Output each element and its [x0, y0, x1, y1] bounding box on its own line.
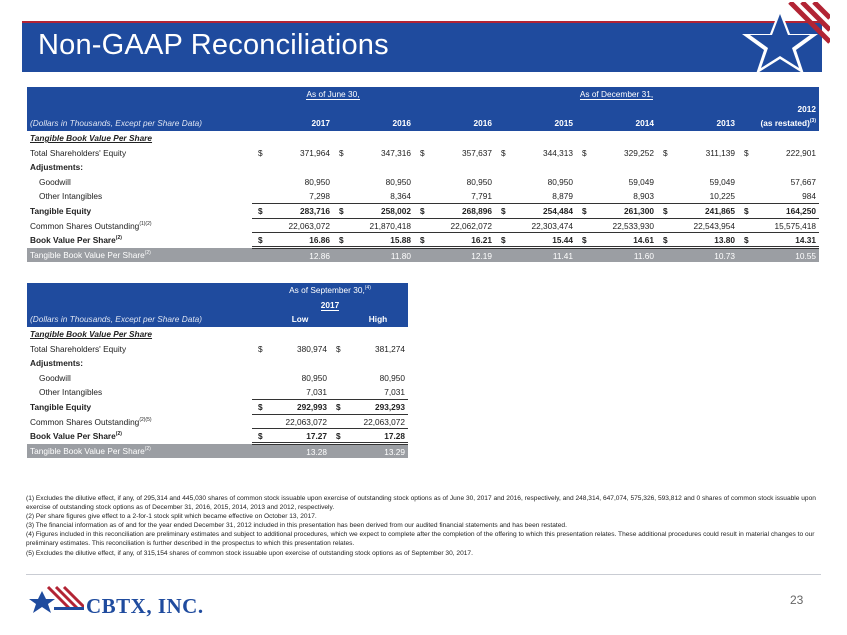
table-row	[27, 175, 819, 190]
currency-symbol	[333, 218, 351, 233]
footer-divider	[26, 574, 821, 575]
footnote: (4) Figures included in this reconciliation are preliminary estimates and subject to additional procedures, which we expect to complete after the completion of the offering to which this presentation relates. These additional procedures could result in material changes to our preliminary estimates. This reconciliation is further described in the prospectus to which this presentation relates.	[26, 531, 815, 548]
cell-value: 80,950	[547, 176, 573, 187]
cell-value: 311,139	[705, 147, 735, 158]
cell-value: 17.27	[270, 429, 330, 444]
currency-symbol: $	[252, 204, 270, 219]
cell-value: 292,993	[270, 400, 330, 415]
row-label: Total Shareholders' Equity	[30, 343, 127, 354]
currency-symbol: $	[582, 147, 587, 158]
cell-value: 10.73	[675, 248, 738, 263]
currency-symbol	[333, 189, 351, 204]
row-label: Other Intangibles	[39, 191, 103, 202]
cell-value: 380,974	[297, 343, 327, 354]
currency-symbol: $	[333, 233, 351, 248]
cell-value: 80,950	[304, 176, 330, 187]
currency-symbol	[657, 189, 675, 204]
currency-symbol	[576, 218, 594, 233]
cell-value: 22,063,072	[348, 414, 408, 429]
col-header-high: High	[348, 312, 408, 327]
table-september	[27, 283, 408, 458]
currency-symbol	[330, 444, 348, 459]
col-header: 2017	[270, 116, 333, 131]
cell-value: 80,950	[385, 176, 411, 187]
col-header: 2016	[432, 116, 495, 131]
table-row	[27, 414, 408, 429]
group-header-september: As of September 30,$^{(4)}$	[289, 285, 371, 296]
cell-value: 80,950	[379, 372, 405, 383]
currency-symbol: $	[333, 204, 351, 219]
currency-symbol	[414, 248, 432, 263]
col-header-2012: 2012	[756, 102, 819, 117]
footnote: (1) Excludes the dilutive effect, if any, of 295,314 and 445,030 shares of common stock issuable upon exercise of outstanding stock options as of June 30, 2017 and 2016, respectively, and 248,314, 647,074, 575,326, 593,812 and 0 shares of common stock issuable upon exercise of outstanding stock options as of December 31, 2016, 2015, 2014, 2013 and 2012, respectively.	[26, 495, 816, 512]
cell-value: 268,896	[432, 204, 495, 219]
table-row	[27, 145, 819, 160]
table-row	[27, 218, 819, 233]
row-label: Total Shareholders' Equity	[30, 147, 127, 158]
cell-value: 80,950	[466, 176, 492, 187]
row-label: Tangible Equity	[30, 402, 92, 413]
cell-value: 22,063,072	[270, 218, 333, 233]
row-label: Adjustments:	[30, 162, 84, 173]
cell-value: 14.31	[756, 233, 819, 248]
currency-symbol	[414, 189, 432, 204]
currency-symbol	[252, 385, 270, 400]
cell-value: 22,062,072	[432, 218, 495, 233]
cell-value: 984	[756, 189, 819, 204]
cell-value: 7,031	[270, 385, 330, 400]
cell-value: 10.55	[756, 248, 819, 263]
cbtx-logo-icon	[28, 585, 84, 615]
cell-value: 283,716	[270, 204, 333, 219]
table-june-december	[27, 87, 819, 262]
currency-symbol: $	[663, 147, 668, 158]
col-header-year: 2017	[320, 299, 340, 310]
currency-symbol: $	[258, 147, 263, 158]
currency-symbol: $	[336, 343, 341, 354]
cell-value: 8,364	[351, 189, 414, 204]
cell-value: 14.61	[594, 233, 657, 248]
currency-symbol	[738, 218, 756, 233]
row-label: Tangible Book Value Per Share$^{(2)}$	[27, 248, 252, 263]
currency-symbol	[576, 189, 594, 204]
currency-symbol: $	[252, 233, 270, 248]
cell-value: 22,543,954	[675, 218, 738, 233]
cell-value: 357,637	[462, 147, 492, 158]
table-row	[27, 233, 819, 248]
col-header-restated: (as restated)$^{(3)}$	[756, 116, 819, 131]
unit-label: (Dollars in Thousands, Except per Share Data)	[27, 312, 252, 327]
footnote: (5) Excludes the dilutive effect, if any, of 315,154 shares of common stock issuable upon exercise of outstanding stock options as of September 30, 2017.	[26, 549, 473, 557]
currency-symbol	[333, 248, 351, 263]
cell-value: 12.86	[270, 248, 333, 263]
footnotes	[26, 494, 826, 558]
row-label: Other Intangibles	[39, 387, 103, 398]
row-label: Goodwill	[39, 176, 71, 187]
currency-symbol: $	[738, 233, 756, 248]
cell-value: 371,964	[300, 147, 330, 158]
currency-symbol	[252, 175, 270, 190]
currency-symbol	[576, 175, 594, 190]
currency-symbol	[252, 414, 270, 429]
table-row	[27, 356, 408, 371]
row-label: Tangible Equity	[30, 206, 92, 217]
cell-value: 254,484	[513, 204, 576, 219]
currency-symbol	[333, 175, 351, 190]
slide-header	[0, 0, 847, 77]
currency-symbol	[330, 385, 348, 400]
cell-value: 13.29	[348, 444, 408, 459]
cell-value: 222,901	[786, 147, 816, 158]
col-header: 2016	[351, 116, 414, 131]
cell-value: 7,791	[432, 189, 495, 204]
cell-value: 329,252	[624, 147, 654, 158]
cell-value: 293,293	[348, 400, 408, 415]
cell-value: 59,049	[628, 176, 654, 187]
cell-value: 16.86	[270, 233, 333, 248]
table-row	[27, 248, 819, 263]
currency-symbol	[738, 175, 756, 190]
col-header-low: Low	[270, 312, 330, 327]
cell-value: 12.19	[432, 248, 495, 263]
cell-value: 258,002	[351, 204, 414, 219]
col-header: 2014	[594, 116, 657, 131]
cell-value: 16.21	[432, 233, 495, 248]
currency-symbol: $	[657, 233, 675, 248]
cell-value: 57,667	[790, 176, 816, 187]
currency-symbol: $	[501, 147, 506, 158]
cell-value: 80,950	[301, 372, 327, 383]
col-header: 2015	[513, 116, 576, 131]
cell-value: 13.80	[675, 233, 738, 248]
currency-symbol: $	[258, 343, 263, 354]
cell-value: 381,274	[375, 343, 405, 354]
cell-value: 8,903	[594, 189, 657, 204]
group-header-december: As of December 31,	[579, 89, 654, 100]
currency-symbol	[414, 218, 432, 233]
table-row	[27, 444, 408, 459]
currency-symbol	[252, 189, 270, 204]
cell-value: 15.44	[513, 233, 576, 248]
cell-value: 11.80	[351, 248, 414, 263]
currency-symbol	[495, 175, 513, 190]
cell-value: 59,049	[709, 176, 735, 187]
table-row	[27, 204, 819, 219]
group-header-june: As of June 30,	[306, 89, 360, 100]
cell-value: 15.88	[351, 233, 414, 248]
cell-value: 7,298	[270, 189, 333, 204]
table-row	[27, 400, 408, 415]
col-header: 2013	[675, 116, 738, 131]
unit-label: (Dollars in Thousands, Except per Share Data)	[27, 116, 252, 131]
cell-value: 11.41	[513, 248, 576, 263]
row-label: Tangible Book Value Per Share$^{(2)}$	[27, 444, 252, 459]
currency-symbol	[252, 248, 270, 263]
cell-value: 7,031	[348, 385, 408, 400]
star-logo-icon	[720, 2, 830, 76]
currency-symbol: $	[657, 204, 675, 219]
currency-symbol	[495, 218, 513, 233]
currency-symbol: $	[414, 204, 432, 219]
currency-symbol: $	[339, 147, 344, 158]
table-row	[27, 385, 408, 400]
table-row	[27, 429, 408, 444]
currency-symbol	[738, 189, 756, 204]
table-row	[27, 371, 408, 386]
row-label: Adjustments:	[30, 358, 84, 369]
row-label: Book Value Per Share$^{(2)}$	[30, 431, 122, 442]
currency-symbol: $	[576, 204, 594, 219]
cell-value: 344,313	[543, 147, 573, 158]
cell-value: 241,865	[675, 204, 738, 219]
row-label: Common Shares Outstanding$^{(1)(2)}$	[30, 220, 152, 231]
section-label: Tangible Book Value Per Share	[30, 133, 153, 144]
cell-value: 261,300	[594, 204, 657, 219]
page-title: Non-GAAP Reconciliations	[38, 29, 389, 61]
footnote: (2) Per share figures give effect to a 2-for-1 stock split which became effective on October 13, 2017.	[26, 513, 317, 521]
page-number: 23	[790, 593, 804, 607]
cell-value: 347,316	[381, 147, 411, 158]
currency-symbol	[657, 218, 675, 233]
currency-symbol: $	[252, 400, 270, 415]
currency-symbol	[576, 248, 594, 263]
cell-value: 13.28	[270, 444, 330, 459]
currency-symbol	[657, 248, 675, 263]
currency-symbol: $	[738, 204, 756, 219]
currency-symbol	[252, 218, 270, 233]
currency-symbol	[657, 175, 675, 190]
cell-value: 11.60	[594, 248, 657, 263]
currency-symbol: $	[420, 147, 425, 158]
cell-value: 17.28	[348, 429, 408, 444]
currency-symbol	[252, 444, 270, 459]
row-label: Common Shares Outstanding$^{(2)(5)}$	[30, 416, 152, 427]
currency-symbol	[330, 371, 348, 386]
table-row	[27, 160, 819, 175]
currency-symbol	[738, 248, 756, 263]
title-bar	[22, 21, 822, 72]
cell-value: 15,575,418	[756, 218, 819, 233]
currency-symbol: $	[576, 233, 594, 248]
cell-value: 22,063,072	[270, 414, 330, 429]
currency-symbol: $	[495, 204, 513, 219]
currency-symbol	[495, 189, 513, 204]
cell-value: 22,303,474	[513, 218, 576, 233]
currency-symbol	[414, 175, 432, 190]
table-row	[27, 341, 408, 356]
currency-symbol: $	[495, 233, 513, 248]
currency-symbol	[495, 248, 513, 263]
cell-value: 8,879	[513, 189, 576, 204]
cell-value: 10,225	[675, 189, 738, 204]
table-row	[27, 189, 819, 204]
cell-value: 22,533,930	[594, 218, 657, 233]
currency-symbol: $	[252, 429, 270, 444]
currency-symbol	[330, 414, 348, 429]
cell-value: 21,870,418	[351, 218, 414, 233]
currency-symbol: $	[330, 400, 348, 415]
currency-symbol: $	[330, 429, 348, 444]
currency-symbol: $	[744, 147, 749, 158]
footnote: (3) The financial information as of and for the year ended December 31, 2012 included in this presentation has been derived from our audited financial statements and has been restated.	[26, 522, 567, 530]
section-label: Tangible Book Value Per Share	[30, 329, 153, 340]
currency-symbol	[252, 371, 270, 386]
cell-value: 164,250	[756, 204, 819, 219]
row-label: Goodwill	[39, 372, 71, 383]
brand-name: CBTX, INC.	[86, 594, 204, 618]
row-label: Book Value Per Share$^{(2)}$	[30, 235, 122, 246]
currency-symbol: $	[414, 233, 432, 248]
